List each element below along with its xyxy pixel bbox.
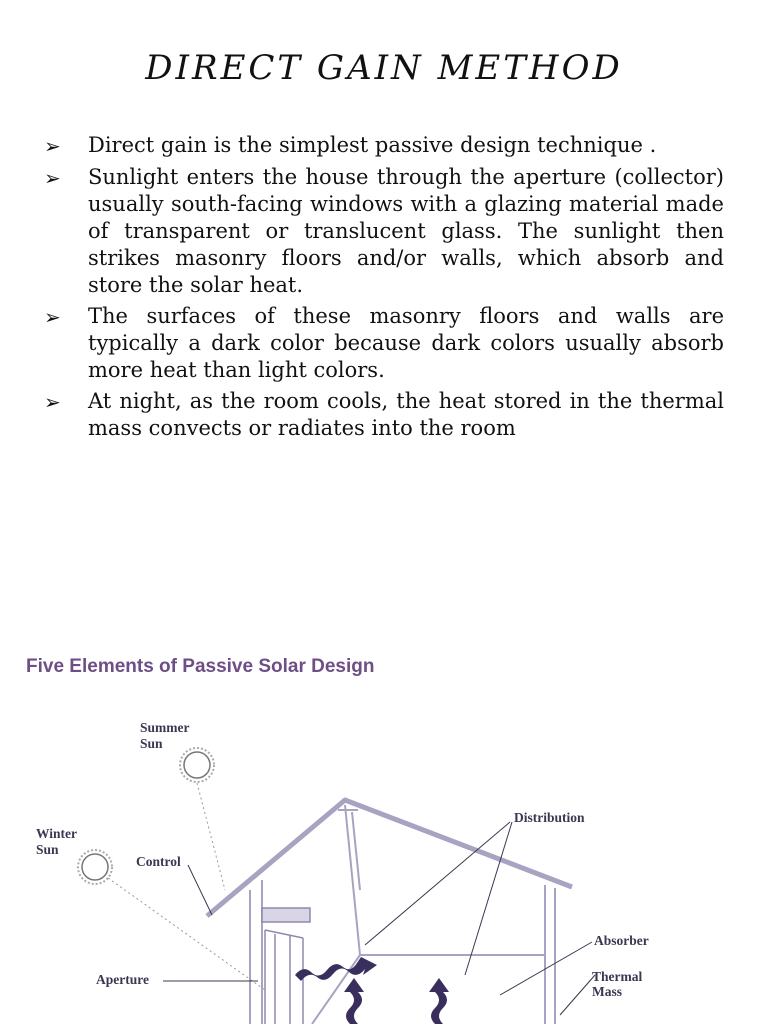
arrowhead-bullet-icon: ➢ — [44, 305, 61, 329]
bullet-item — [44, 303, 724, 384]
bullet-item — [44, 164, 724, 299]
absorber-label: Absorber — [594, 933, 649, 948]
distribution-label: Distribution — [514, 810, 585, 825]
bullet-item — [44, 388, 724, 442]
summer-sun-icon — [180, 748, 214, 782]
control-label: Control — [136, 854, 181, 869]
summer-sun-ray — [197, 783, 225, 890]
bullet-text: Direct gain is the simplest passive design technique . — [88, 133, 657, 157]
arrowhead-bullet-icon: ➢ — [44, 390, 61, 414]
arrowhead-bullet-icon: ➢ — [44, 166, 61, 190]
figure-title: Five Elements of Passive Solar Design — [26, 656, 375, 677]
heat-arrow-icon — [344, 978, 364, 1024]
heat-arrow-icon — [429, 978, 449, 1024]
passive-solar-diagram — [0, 690, 768, 1024]
heat-arrow-icon — [295, 957, 377, 981]
winter-sun-icon — [78, 850, 112, 884]
leader-lines — [163, 822, 595, 1015]
winter-sun-label: Sun — [36, 842, 59, 857]
thermal-mass-label: Thermal — [592, 969, 643, 984]
aperture-label: Aperture — [96, 972, 149, 987]
bullet-item — [44, 132, 724, 160]
bullet-text: Sunlight enters the house through the aperture (collector) usually south-facing windows with a glazing material made of transparent or translucent glass. The sunlight then strikes masonry floors and/or walls, which absorb and store the solar heat. — [88, 165, 724, 297]
winter-sun-label: Winter — [36, 826, 77, 841]
slide-title: DIRECT GAIN METHOD — [145, 48, 623, 88]
summer-sun-label: Summer — [140, 720, 190, 735]
summer-sun-label: Sun — [140, 736, 163, 751]
arrowhead-bullet-icon: ➢ — [44, 134, 61, 158]
bullet-text: The surfaces of these masonry floors and walls are typically a dark color because dark colors usually absorb more heat than light colors. — [88, 304, 724, 382]
overhang-control — [262, 908, 310, 922]
bullet-text: At night, as the room cools, the heat stored in the thermal mass convects or radiates into the room — [88, 389, 724, 440]
bullet-list — [44, 132, 724, 446]
thermal-mass-label: Mass — [592, 984, 622, 999]
